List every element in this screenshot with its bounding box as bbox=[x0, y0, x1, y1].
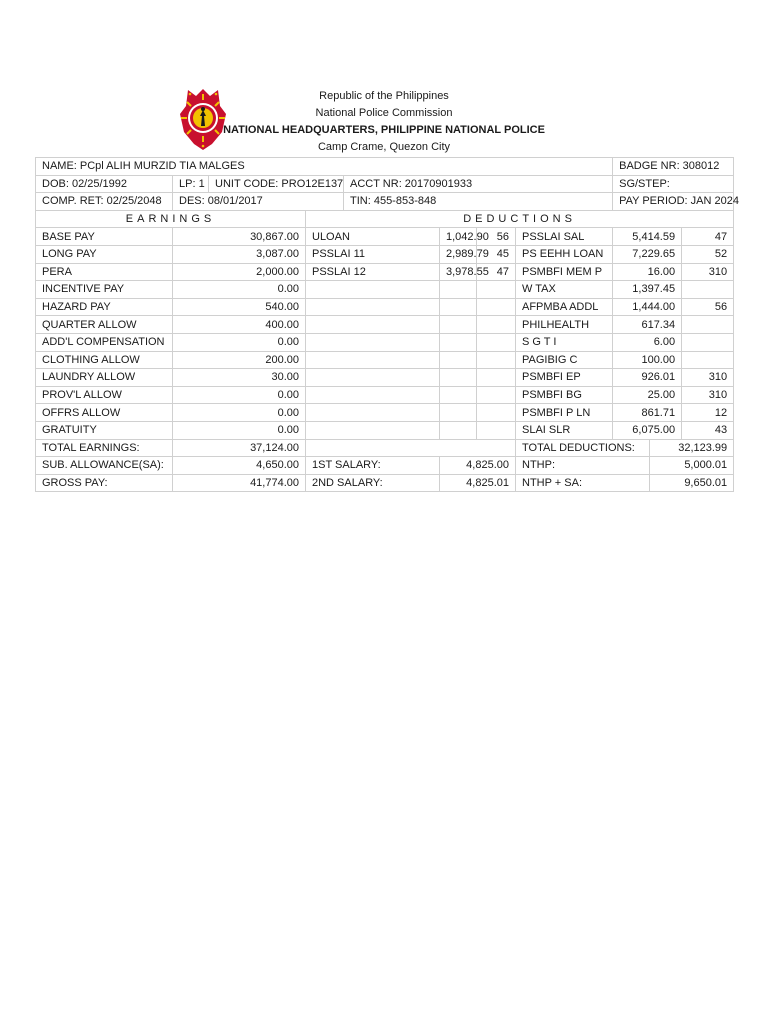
deduction-left-code: 45 bbox=[477, 245, 516, 263]
total-earnings-label: TOTAL EARNINGS: bbox=[36, 439, 173, 457]
deduction-left-amount bbox=[440, 369, 477, 387]
deduction-right-label: PS EEHH LOAN bbox=[516, 245, 613, 263]
total-deductions-value: 32,123.99 bbox=[650, 439, 734, 457]
deduction-left-amount bbox=[440, 316, 477, 334]
letterhead bbox=[0, 88, 768, 156]
deduction-right-amount: 861.71 bbox=[613, 404, 682, 422]
earning-amount: 0.00 bbox=[173, 281, 306, 299]
line-row bbox=[36, 421, 734, 439]
deduction-right-label: PSMBFI P LN bbox=[516, 404, 613, 422]
info-row-2 bbox=[36, 175, 734, 193]
nthp-label: NTHP: bbox=[516, 457, 650, 475]
earning-label: CLOTHING ALLOW bbox=[36, 351, 173, 369]
deduction-right-amount: 5,414.59 bbox=[613, 228, 682, 246]
line-row bbox=[36, 369, 734, 387]
info-row-3 bbox=[36, 193, 734, 211]
deduction-right-amount: 16.00 bbox=[613, 263, 682, 281]
earning-label: OFFRS ALLOW bbox=[36, 404, 173, 422]
deduction-left-label: PSSLAI 11 bbox=[306, 245, 440, 263]
deduction-right-label: PAGIBIG C bbox=[516, 351, 613, 369]
deduction-left-code bbox=[477, 298, 516, 316]
line-row bbox=[36, 281, 734, 299]
earning-label: BASE PAY bbox=[36, 228, 173, 246]
deduction-right-label: S G T I bbox=[516, 333, 613, 351]
deduction-left-label bbox=[306, 421, 440, 439]
deduction-right-code: 310 bbox=[682, 386, 734, 404]
deduction-left-label: ULOAN bbox=[306, 228, 440, 246]
line-row bbox=[36, 298, 734, 316]
deduction-left-amount bbox=[440, 281, 477, 299]
deduction-right-code: 12 bbox=[682, 404, 734, 422]
sg-step: SG/STEP: bbox=[613, 175, 734, 193]
line-row bbox=[36, 386, 734, 404]
deduction-right-code bbox=[682, 316, 734, 334]
designation-date: DES: 08/01/2017 bbox=[173, 193, 344, 211]
earning-amount: 30,867.00 bbox=[173, 228, 306, 246]
deduction-left-label bbox=[306, 351, 440, 369]
deduction-left-code bbox=[477, 369, 516, 387]
tin-number: TIN: 455-853-848 bbox=[344, 193, 613, 211]
header-line-republic: Republic of the Philippines bbox=[319, 90, 449, 102]
date-of-birth: DOB: 02/25/1992 bbox=[36, 175, 173, 193]
deduction-right-code: 47 bbox=[682, 228, 734, 246]
deduction-right-amount: 6.00 bbox=[613, 333, 682, 351]
totals-blank-cell bbox=[306, 439, 516, 457]
earning-amount: 0.00 bbox=[173, 386, 306, 404]
pay-period: PAY PERIOD: JAN 2024 bbox=[613, 193, 734, 211]
deduction-right-code: 310 bbox=[682, 369, 734, 387]
deduction-left-amount bbox=[440, 298, 477, 316]
employee-name: NAME: PCpl ALIH MURZID TIA MALGES bbox=[36, 158, 613, 176]
deductions-header: DEDUCTIONS bbox=[306, 210, 734, 228]
info-row-1 bbox=[36, 158, 734, 176]
badge-number: BADGE NR: 308012 bbox=[613, 158, 734, 176]
header-line-location: Camp Crame, Quezon City bbox=[317, 141, 451, 153]
total-deductions-label: TOTAL DEDUCTIONS: bbox=[516, 439, 650, 457]
deduction-right-code: 43 bbox=[682, 421, 734, 439]
line-row bbox=[36, 333, 734, 351]
deduction-right-label: PHILHEALTH bbox=[516, 316, 613, 334]
earning-label: HAZARD PAY bbox=[36, 298, 173, 316]
deduction-left-label bbox=[306, 333, 440, 351]
deduction-right-label: AFPMBA ADDL bbox=[516, 298, 613, 316]
earning-amount: 0.00 bbox=[173, 333, 306, 351]
deduction-left-code: 56 bbox=[477, 228, 516, 246]
deduction-right-amount: 1,397.45 bbox=[613, 281, 682, 299]
totals-row-3 bbox=[36, 474, 734, 492]
second-salary-label: 2ND SALARY: bbox=[306, 474, 440, 492]
total-earnings-value: 37,124.00 bbox=[173, 439, 306, 457]
deduction-right-code: 310 bbox=[682, 263, 734, 281]
nthp-sa-value: 9,650.01 bbox=[650, 474, 734, 492]
deduction-right-code: 52 bbox=[682, 245, 734, 263]
totals-row-2 bbox=[36, 457, 734, 475]
second-salary-value: 4,825.01 bbox=[440, 474, 516, 492]
deduction-left-amount: 3,978.55 bbox=[440, 263, 477, 281]
line-row bbox=[36, 404, 734, 422]
unit-code: UNIT CODE: PRO12E137 bbox=[209, 175, 344, 193]
deduction-left-amount: 1,042.90 bbox=[440, 228, 477, 246]
earning-label: QUARTER ALLOW bbox=[36, 316, 173, 334]
earning-amount: 0.00 bbox=[173, 421, 306, 439]
line-row bbox=[36, 228, 734, 246]
deduction-left-label bbox=[306, 316, 440, 334]
deduction-right-amount: 100.00 bbox=[613, 351, 682, 369]
earning-amount: 400.00 bbox=[173, 316, 306, 334]
deduction-left-amount bbox=[440, 386, 477, 404]
deduction-left-amount bbox=[440, 404, 477, 422]
earnings-header: EARNINGS bbox=[36, 210, 306, 228]
deduction-right-amount: 617.34 bbox=[613, 316, 682, 334]
deduction-right-label: PSMBFI MEM P bbox=[516, 263, 613, 281]
sub-allowance-label: SUB. ALLOWANCE(SA): bbox=[36, 457, 173, 475]
payslip-table bbox=[35, 157, 739, 492]
deduction-left-code bbox=[477, 386, 516, 404]
header-line-headquarters: NATIONAL HEADQUARTERS, PHILIPPINE NATIONAL POLICE bbox=[223, 124, 545, 136]
nthp-value: 5,000.01 bbox=[650, 457, 734, 475]
line-row bbox=[36, 351, 734, 369]
deduction-right-code: 56 bbox=[682, 298, 734, 316]
deduction-left-label bbox=[306, 404, 440, 422]
deduction-left-amount bbox=[440, 351, 477, 369]
earning-label: PROV'L ALLOW bbox=[36, 386, 173, 404]
deduction-right-code bbox=[682, 351, 734, 369]
header-line-commission: National Police Commission bbox=[315, 107, 453, 119]
deduction-left-code bbox=[477, 351, 516, 369]
sub-allowance-value: 4,650.00 bbox=[173, 457, 306, 475]
account-number: ACCT NR: 20170901933 bbox=[344, 175, 613, 193]
earning-amount: 540.00 bbox=[173, 298, 306, 316]
deduction-right-code bbox=[682, 333, 734, 351]
deduction-left-label bbox=[306, 281, 440, 299]
deduction-left-amount: 2,989.79 bbox=[440, 245, 477, 263]
deduction-left-label: PSSLAI 12 bbox=[306, 263, 440, 281]
deduction-right-amount: 7,229.65 bbox=[613, 245, 682, 263]
earning-label: GRATUITY bbox=[36, 421, 173, 439]
deduction-right-label: SLAI SLR bbox=[516, 421, 613, 439]
deduction-left-code bbox=[477, 333, 516, 351]
compulsory-retirement: COMP. RET: 02/25/2048 bbox=[36, 193, 173, 211]
earning-label: PERA bbox=[36, 263, 173, 281]
line-row bbox=[36, 316, 734, 334]
line-row bbox=[36, 263, 734, 281]
section-header-row bbox=[36, 210, 734, 228]
deduction-left-code bbox=[477, 281, 516, 299]
earning-amount: 3,087.00 bbox=[173, 245, 306, 263]
deduction-left-amount bbox=[440, 421, 477, 439]
earning-amount: 2,000.00 bbox=[173, 263, 306, 281]
deduction-left-code bbox=[477, 316, 516, 334]
earning-amount: 30.00 bbox=[173, 369, 306, 387]
earning-amount: 200.00 bbox=[173, 351, 306, 369]
deduction-left-code bbox=[477, 404, 516, 422]
deduction-left-label bbox=[306, 298, 440, 316]
nthp-sa-label: NTHP + SA: bbox=[516, 474, 650, 492]
deduction-left-amount bbox=[440, 333, 477, 351]
first-salary-label: 1ST SALARY: bbox=[306, 457, 440, 475]
lp-number: LP: 1 bbox=[173, 175, 209, 193]
first-salary-value: 4,825.00 bbox=[440, 457, 516, 475]
earning-label: INCENTIVE PAY bbox=[36, 281, 173, 299]
totals-row-1 bbox=[36, 439, 734, 457]
gross-pay-label: GROSS PAY: bbox=[36, 474, 173, 492]
deduction-left-code bbox=[477, 421, 516, 439]
earning-label: LAUNDRY ALLOW bbox=[36, 369, 173, 387]
deduction-right-label: PSMBFI BG bbox=[516, 386, 613, 404]
deduction-right-label: PSSLAI SAL bbox=[516, 228, 613, 246]
deduction-right-code bbox=[682, 281, 734, 299]
earning-label: LONG PAY bbox=[36, 245, 173, 263]
earning-label: ADD'L COMPENSATION bbox=[36, 333, 173, 351]
deduction-right-amount: 6,075.00 bbox=[613, 421, 682, 439]
deduction-right-amount: 1,444.00 bbox=[613, 298, 682, 316]
deduction-right-amount: 926.01 bbox=[613, 369, 682, 387]
deduction-left-label bbox=[306, 386, 440, 404]
deduction-right-label: PSMBFI EP bbox=[516, 369, 613, 387]
deduction-right-label: W TAX bbox=[516, 281, 613, 299]
deduction-right-amount: 25.00 bbox=[613, 386, 682, 404]
deduction-left-label bbox=[306, 369, 440, 387]
earning-amount: 0.00 bbox=[173, 404, 306, 422]
gross-pay-value: 41,774.00 bbox=[173, 474, 306, 492]
deduction-left-code: 47 bbox=[477, 263, 516, 281]
line-row bbox=[36, 245, 734, 263]
